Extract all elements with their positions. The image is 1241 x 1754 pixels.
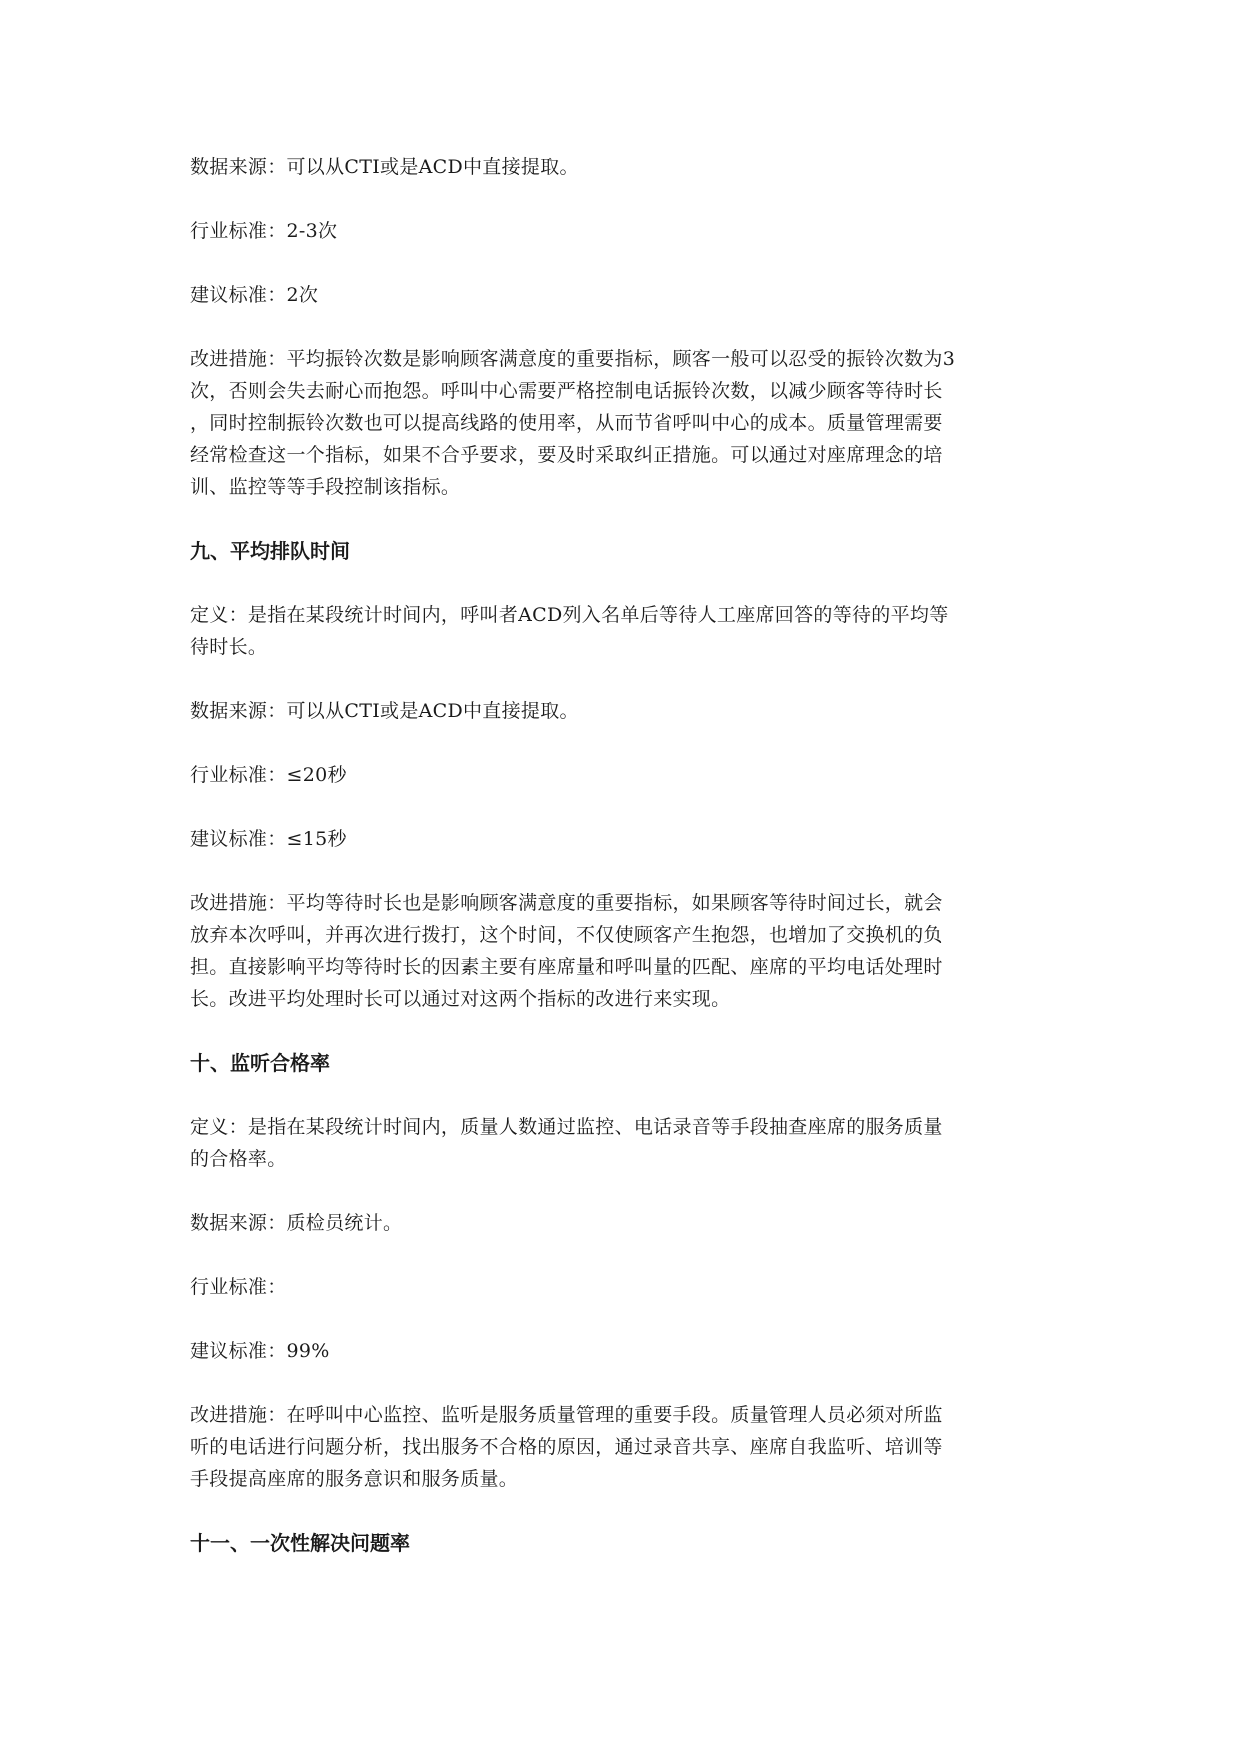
paragraph-data-source-1: 数据来源：可以从CTI或是ACD中直接提取。 [190, 156, 579, 178]
section-heading-9: 九、平均排队时间 [190, 539, 350, 563]
paragraph-improvement-10: 改进措施：在呼叫中心监控、监听是服务质量管理的重要手段。质量管理人员必须对所监 听的电话进行问题分析，找出服务不合格的原因，通过录音共享、座席自我监听、培训等 手段提高座席的服务意识和服务质量。 [190, 1404, 943, 1490]
paragraph-industry-standard-10: 行业标准： [190, 1276, 287, 1298]
paragraph-suggested-standard-9: 建议标准：≤15秒 [190, 828, 347, 850]
paragraph-industry-standard-1: 行业标准：2-3次 [190, 220, 338, 242]
paragraph-improvement-1: 改进措施：平均振铃次数是影响顾客满意度的重要指标，顾客一般可以忍受的振铃次数为3 次，否则会失去耐心而抱怨。呼叫中心需要严格控制电话振铃次数，以减少顾客等待时长 ，同时控制振铃次数也可以提高线路的使用率，从而节省呼叫中心的成本。质量管理需要 经常检查这一个指标，如果不合乎要求，要及时采取纠正措施。可以通过对座席理念的培 训、监控等等手段控制该指标。 [190, 348, 956, 498]
paragraph-improvement-9: 改进措施：平均等待时长也是影响顾客满意度的重要指标，如果顾客等待时间过长，就会 放弃本次呼叫，并再次进行拨打，这个时间，不仅使顾客产生抱怨，也增加了交换机的负 担。直接影响平均等待时长的因素主要有座席量和呼叫量的匹配、座席的平均电话处理时 长。改进平均处理时长可以通过对这两个指标的改进行来实现。 [190, 892, 943, 1010]
section-heading-11: 十一、一次性解决问题率 [190, 1531, 410, 1555]
paragraph-data-source-10: 数据来源：质检员统计。 [190, 1212, 403, 1234]
paragraph-definition-9: 定义：是指在某段统计时间内，呼叫者ACD列入名单后等待人工座席回答的等待的平均等 待时长。 [190, 604, 949, 658]
paragraph-suggested-standard-1: 建议标准：2次 [190, 284, 319, 306]
paragraph-suggested-standard-10: 建议标准：99% [190, 1340, 330, 1362]
paragraph-definition-10: 定义：是指在某段统计时间内，质量人数通过监控、电话录音等手段抽查座席的服务质量 的合格率。 [190, 1116, 943, 1170]
paragraph-data-source-9: 数据来源：可以从CTI或是ACD中直接提取。 [190, 700, 579, 722]
section-heading-10: 十、监听合格率 [190, 1051, 330, 1075]
paragraph-industry-standard-9: 行业标准：≤20秒 [190, 764, 347, 786]
